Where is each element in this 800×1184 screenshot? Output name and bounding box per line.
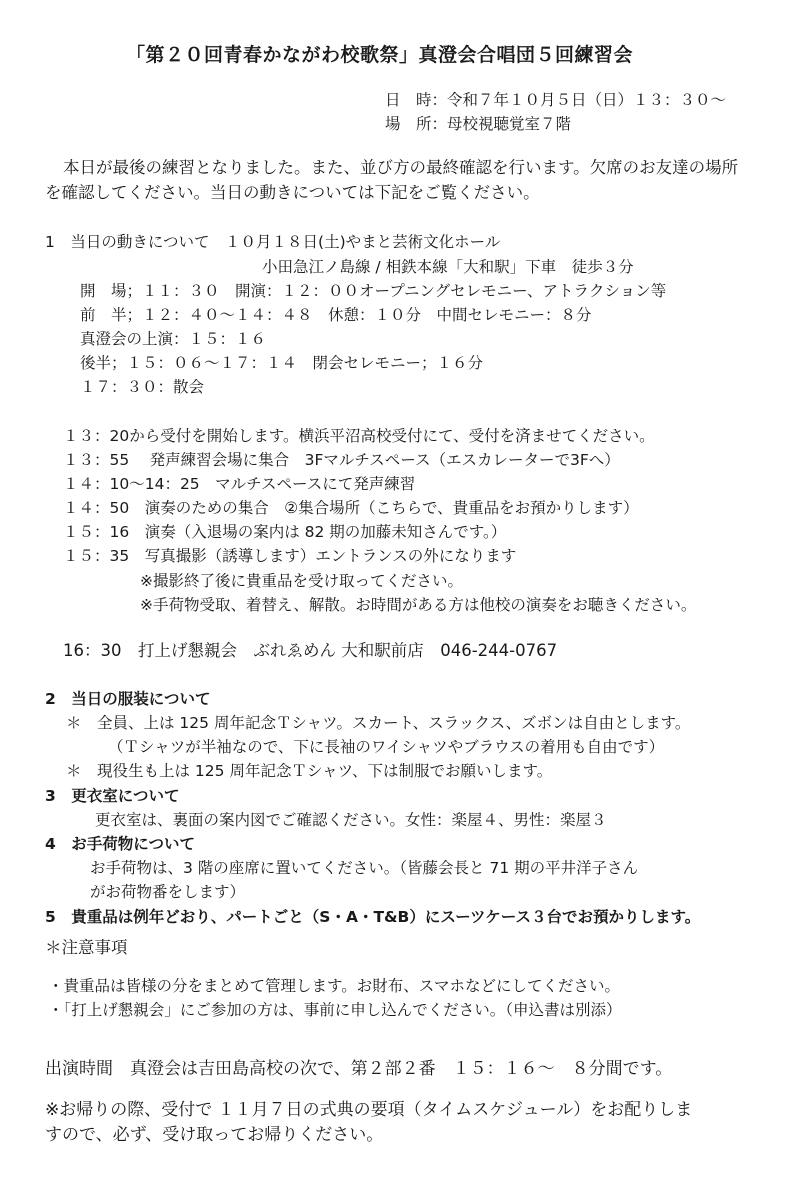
closing-line: すので、必ず、受け取ってお帰りください。 [45, 1125, 384, 1145]
performance-time: 出演時間 真澄会は吉田島高校の次で、第２部２番 １５：１６〜 ８分間です。 [45, 1059, 673, 1079]
party-line: 16：30 打上げ懇親会 ぶれゑめん 大和駅前店 046-244-0767 [63, 641, 558, 660]
schedule-line: １４：50 演奏のための集合 ②集合場所（こちらで、貴重品をお預かりします） [63, 499, 639, 517]
schedule-line: １３：55 発声練習会場に集合 3Fマルチスペース（エスカレーターで3Fへ） [63, 451, 620, 469]
schedule-line: １５：16 演奏（入退場の案内は 82 期の加藤未知さんです。） [63, 523, 507, 541]
caution-item: ・貴重品は皆様の分をまとめて管理します。お財布、スマホなどにしてください。 [48, 977, 620, 995]
closing-line: ※お帰りの際、受付で １１月７日の式典の要項（タイムスケジュール）をお配りしま [45, 1100, 693, 1120]
section3-heading: 3 更衣室について [45, 787, 180, 805]
date-line: 日 時：令和７年１０月５日（日）１３：３０〜 [385, 91, 727, 109]
schedule-note: ※手荷物受取、着替え、解散。お時間がある方は他校の演奏をお聴きください。 [140, 596, 697, 614]
program-line: 開 場；１１：３０ 開演：１２：００オープニングセレモニー、アトラクション等 [80, 282, 667, 300]
program-line: 後半；１５：０６〜１７：１４ 閉会セレモニー；１６分 [80, 354, 484, 372]
section5-line: 5 貴重品は例年どおり、パートごと（S・A・T&B）にスーツケース３台でお預かりします。 [45, 908, 701, 926]
venue-access: 小田急江ノ島線 / 相鉄本線「大和駅」下車 徒歩３分 [262, 258, 634, 276]
attire-line: ＊ 全員、上は 125 周年記念Ｔシャツ。スカート、スラックス、ズボンは自由とします。 [66, 714, 691, 732]
schedule-note: ※撮影終了後に貴重品を受け取ってください。 [140, 572, 463, 590]
program-line: 真澄会の上演：１５：１６ [80, 330, 267, 348]
program-line: １７：３０：散会 [80, 378, 205, 396]
attire-line: ＊ 現役生も上は 125 周年記念Ｔシャツ、下は制服でお願いします。 [66, 762, 553, 780]
intro-line-2: を確認してください。当日の動きについては下記をご覧ください。 [45, 183, 540, 202]
intro-line-1: 本日が最後の練習となりました。また、並び方の最終確認を行います。欠席のお友達の場所 [63, 158, 739, 177]
caution-item: ・「打上げ懇親会」にご参加の方は、事前に申し込んでください。（申込書は別添） [48, 1001, 622, 1019]
section2-heading: 2 当日の服装について [45, 690, 211, 708]
document-title: 「第２０回青春かながわ校歌祭」真澄会合唱団５回練習会 [126, 44, 634, 66]
luggage-line: お手荷物は、3 階の座席に置いてください。（皆藤会長と 71 期の平井洋子さん [90, 859, 639, 877]
attire-line: （Ｔシャツが半袖なので、下に長袖のワイシャツやブラウスの着用も自由です） [108, 738, 665, 756]
schedule-line: １３：20から受付を開始します。横浜平沼高校受付にて、受付を済ませてください。 [63, 427, 655, 445]
luggage-line: がお荷物番をします） [90, 883, 246, 901]
section1-heading: 1 当日の動きについて １０月１８日(土)やまと芸術文化ホール [45, 233, 501, 251]
schedule-line: １５：35 写真撮影（誘導します）エントランスの外になります [63, 547, 517, 565]
section4-heading: 4 お手荷物について [45, 835, 195, 853]
program-line: 前 半；１２：４０〜１４：４８ 休憩：１０分 中間セレモニー：８分 [80, 306, 592, 324]
place-line: 場 所：母校視聴覚室７階 [385, 115, 572, 133]
schedule-line: １４：10〜14：25 マルチスペースにて発声練習 [63, 475, 416, 493]
caution-heading: ＊注意事項 [45, 938, 128, 957]
dressing-room-line: 更衣室は、裏面の案内図でご確認ください。女性：楽屋４、男性：楽屋３ [95, 811, 607, 829]
